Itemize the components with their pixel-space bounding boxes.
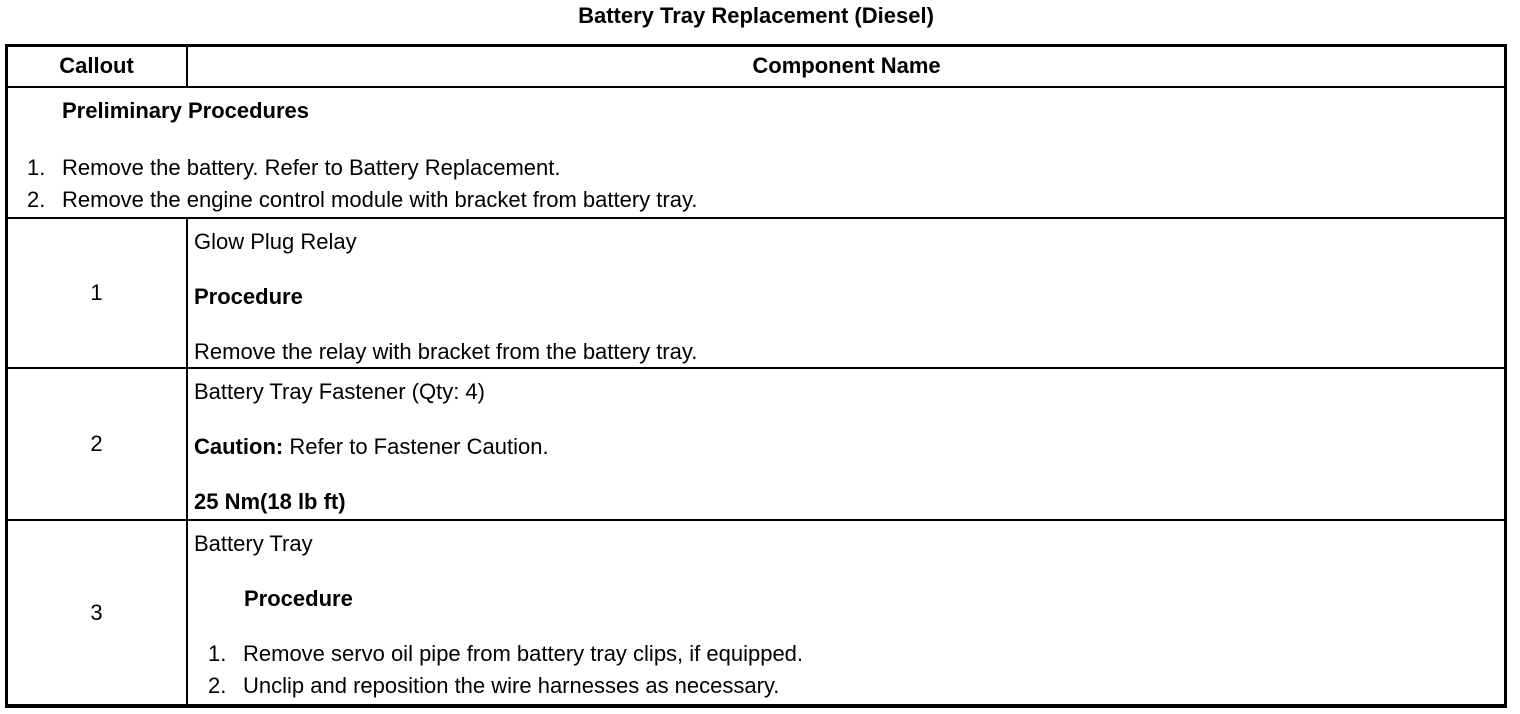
caution-label: Caution:	[194, 434, 284, 459]
callout-number: 1	[6, 218, 187, 368]
procedure-label: Procedure	[244, 586, 353, 611]
callout-number: 2	[6, 368, 187, 520]
list-item	[27, 184, 697, 216]
preliminary-steps	[27, 152, 697, 216]
torque-spec: 25 Nm(18 lb ft)	[194, 489, 346, 514]
step-text: Remove servo oil pipe from battery tray clips, if equipped.	[243, 641, 804, 666]
step-number: 1.	[27, 155, 46, 180]
step-number: 1.	[208, 641, 227, 666]
component-name: Glow Plug Relay	[194, 229, 357, 254]
step-number: 2.	[208, 673, 227, 698]
preliminary-cell	[6, 87, 1506, 218]
caution-text: Refer to Fastener Caution.	[283, 434, 549, 459]
preliminary-row	[6, 87, 1506, 218]
component-cell	[187, 368, 1506, 520]
step-text: Remove the engine control module with bracket from battery tray.	[62, 187, 698, 212]
component-name: Battery Tray Fastener (Qty: 4)	[194, 379, 485, 404]
caution-note	[194, 434, 1499, 460]
page-title: Battery Tray Replacement (Diesel)	[578, 3, 934, 28]
procedure-steps	[194, 638, 1499, 702]
table-header-row	[6, 45, 1506, 87]
step-text: Remove the battery. Refer to Battery Replacement.	[62, 155, 561, 180]
list-item	[194, 638, 1499, 670]
procedure-text: Remove the relay with bracket from the battery tray.	[194, 339, 698, 364]
step-text: Unclip and reposition the wire harnesses as necessary.	[243, 673, 780, 698]
table-row	[6, 368, 1506, 520]
step-number: 2.	[27, 187, 46, 212]
component-name: Battery Tray	[194, 531, 313, 556]
table-row	[6, 218, 1506, 368]
procedure-label: Procedure	[194, 284, 303, 309]
preliminary-heading: Preliminary Procedures	[62, 98, 310, 123]
table-row	[6, 520, 1506, 705]
header-callout: Callout	[6, 45, 187, 87]
component-cell	[187, 520, 1506, 705]
header-component-name: Component Name	[187, 45, 1506, 87]
list-item	[27, 152, 697, 184]
component-cell	[187, 218, 1506, 368]
callout-number: 3	[6, 520, 187, 705]
procedure-table	[5, 44, 1507, 706]
list-item	[194, 670, 1499, 702]
